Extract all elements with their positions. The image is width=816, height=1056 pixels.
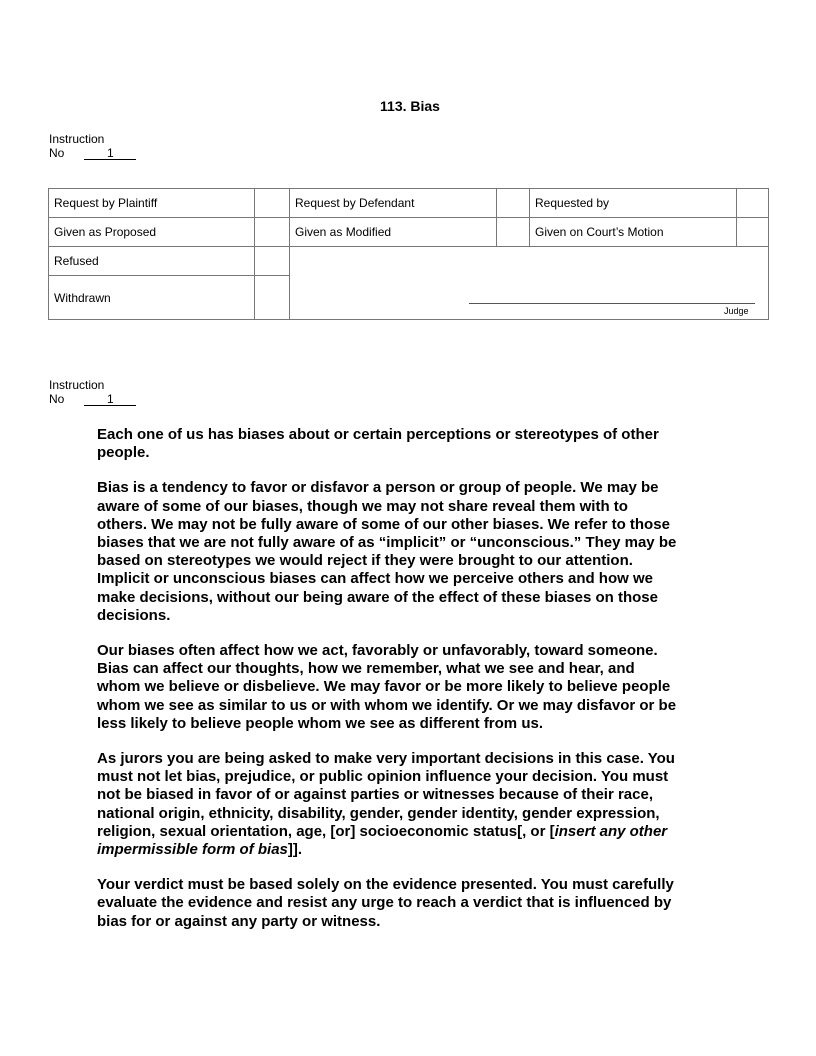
line: not be biased in favor of or against parties or witnesses because of their race, xyxy=(97,786,653,804)
line: Bias is a tendency to favor or disfavor a person or group of people. We may be xyxy=(97,479,659,497)
paragraph-1 xyxy=(97,426,737,462)
no-label: No xyxy=(49,392,65,406)
line: bias for or against any party or witness. xyxy=(97,912,381,930)
line: based on stereotypes we would reject if they were brought to our attention. xyxy=(97,552,633,570)
line: others. We may not be fully aware of some of our other biases. We refer to those xyxy=(97,515,670,533)
line: biases that we are not fully aware of as “implicit” or “unconscious.” They may be xyxy=(97,534,677,552)
judge-signature-cell xyxy=(290,247,769,320)
line xyxy=(97,841,737,859)
instruction-number-bottom xyxy=(49,378,136,406)
text: ]]. xyxy=(287,841,303,859)
given-on-courts-motion-label: Given on Court’s Motion xyxy=(530,218,737,247)
given-as-modified-label: Given as Modified xyxy=(290,218,497,247)
refused-label: Refused xyxy=(49,247,255,276)
line: Bias can affect our thoughts, how we remember, what we see and hear, and xyxy=(97,660,635,678)
paragraph-2 xyxy=(97,479,737,625)
line: whom we see as similar to us or with whom we identify. Or we may disfavor or be xyxy=(97,696,677,714)
instruction-body xyxy=(97,426,737,948)
paragraph-5 xyxy=(97,876,737,931)
instruction-number-top xyxy=(49,132,136,160)
withdrawn-box[interactable] xyxy=(255,276,290,320)
paragraph-3 xyxy=(97,642,737,733)
judge-label: Judge xyxy=(724,306,749,316)
no-label: No xyxy=(49,146,65,160)
instruction-label: Instruction xyxy=(49,378,105,392)
line: people. xyxy=(97,444,150,462)
instruction-number: 1 xyxy=(84,393,136,406)
placeholder-text: impermissible form of bias xyxy=(97,841,288,859)
line xyxy=(97,823,737,841)
line: national origin, ethnicity, disability, gender, gender identity, gender expression, xyxy=(97,804,660,822)
line: decisions. xyxy=(97,606,171,624)
request-by-plaintiff-label: Request by Plaintiff xyxy=(49,189,255,218)
text: religion, sexual orientation, age, [or] socioeconomic status[, or [ xyxy=(97,822,555,840)
line: Each one of us has biases about or certain perceptions or stereotypes of other xyxy=(97,426,659,443)
request-by-plaintiff-box[interactable] xyxy=(255,189,290,218)
request-by-defendant-box[interactable] xyxy=(497,189,530,218)
judge-signature-line[interactable] xyxy=(469,303,755,304)
instruction-number: 1 xyxy=(84,147,136,160)
line: evaluate the evidence and resist any urge to reach a verdict that is influenced by xyxy=(97,894,672,912)
line: aware of some of our biases, though we may not share reveal them with to xyxy=(97,497,628,515)
instruction-label: Instruction xyxy=(49,132,105,146)
line: As jurors you are being asked to make very important decisions in this case. You xyxy=(97,750,675,768)
line: make decisions, without our being aware of the effect of these biases on those xyxy=(97,588,658,606)
line: whom we believe or disbelieve. We may favor or be more likely to believe people xyxy=(97,678,671,696)
given-as-proposed-label: Given as Proposed xyxy=(49,218,255,247)
line: Your verdict must be based solely on the evidence presented. You must carefully xyxy=(97,876,674,894)
line: Implicit or unconscious biases can affect how we perceive others and how we xyxy=(97,570,653,588)
placeholder-text: insert any other xyxy=(554,822,668,840)
paragraph-4 xyxy=(97,750,737,859)
withdrawn-label: Withdrawn xyxy=(49,276,255,320)
refused-box[interactable] xyxy=(255,247,290,276)
page-title: 113. Bias xyxy=(380,98,440,114)
given-as-proposed-box[interactable] xyxy=(255,218,290,247)
given-on-courts-motion-box[interactable] xyxy=(737,218,769,247)
line: Our biases often affect how we act, favorably or unfavorably, toward someone. xyxy=(97,642,658,660)
requested-by-label: Requested by xyxy=(530,189,737,218)
line: must not let bias, prejudice, or public opinion influence your decision. You must xyxy=(97,768,669,786)
given-as-modified-box[interactable] xyxy=(497,218,530,247)
requested-by-box[interactable] xyxy=(737,189,769,218)
line: less likely to believe people whom we see as different from us. xyxy=(97,714,543,732)
request-by-defendant-label: Request by Defendant xyxy=(290,189,497,218)
instruction-form-table xyxy=(48,188,769,320)
